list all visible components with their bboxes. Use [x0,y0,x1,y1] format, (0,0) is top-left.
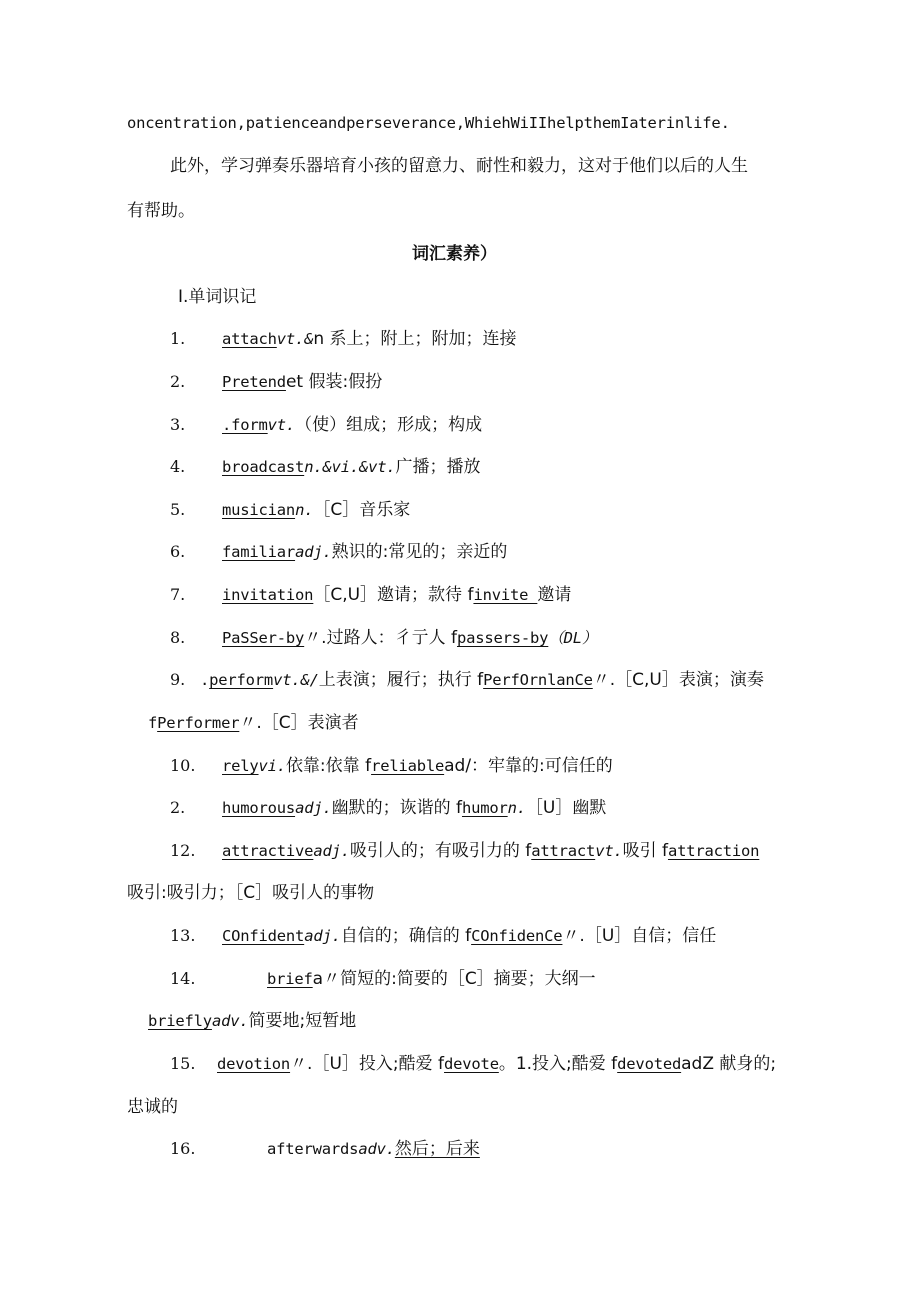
definition: et 假装:假扮 [285,372,383,392]
headword: musician [222,501,296,519]
definition: 广播；播放 [395,457,481,477]
prefix: f [148,714,158,732]
headword: attractive [222,842,314,860]
related-word: invite [473,586,538,604]
part-of-speech: vi. [258,757,286,775]
definition: 自信的；确信的 f [340,926,472,946]
headword: humorous [222,799,296,817]
list-item-continuation: 忠诚的 [127,1097,178,1117]
definition: 吸引人的；有吸引力的 f [349,841,532,861]
related-word: attract [531,842,596,860]
list-item [170,328,517,350]
headword: brief [267,970,313,988]
item-number: 3. [170,415,186,434]
item-number: 4. [170,457,186,476]
headword: briefly [148,1012,212,1030]
list-item [170,371,382,393]
part-of-speech: adj. [304,927,341,945]
related-definition: 〃.［C,U］表演；演奏 [592,670,764,690]
related-definition: ［U］幽默 [525,798,607,818]
item-number: 12. [170,841,196,860]
headword: rely [222,757,259,775]
part-of-speech: n. [295,501,314,519]
definition: 然后；后来 [394,1139,480,1159]
related-word-2: attraction [667,842,760,860]
headword: COnfident [222,927,305,945]
item-number: 10. [170,756,196,775]
item-number: 5. [170,500,186,519]
item-number: 7. [170,585,186,604]
related-word: devote [444,1055,499,1073]
intro-chinese-line-1: 此外，学习弹奏乐器培育小孩的留意力、耐性和毅力，这对于他们以后的人生 [170,156,748,176]
plural-note: （DL） [548,629,598,647]
related-word-2: devoted [617,1055,682,1073]
list-item [170,541,507,563]
item-number: 6. [170,542,186,561]
related-word: reliable [371,757,445,775]
list-item [170,584,571,606]
related-word: COnfidenCe [471,927,563,945]
definition: 依靠:依靠 f [285,756,372,776]
related-definition: 吸引 f [622,841,668,861]
headword: devotion [217,1055,291,1073]
headword: PaSSer-by [222,629,305,647]
part-of-speech: vt.&/ [273,671,319,689]
related-definition: 。1.投入;酷爱 f [498,1054,618,1074]
headword: familiar [222,543,296,561]
headword: .form [222,416,268,434]
list-item [170,1138,480,1160]
definition: ［C,U］邀请；款待 f [313,585,474,605]
related-part-of-speech: vt. [595,842,623,860]
related-definition-2: adZ 献身的; [681,1054,777,1074]
part-of-speech: adj. [313,842,350,860]
prefix: . [200,671,210,689]
item-number: 15. [170,1054,196,1073]
headword: perform [209,671,274,689]
list-item [170,797,606,819]
section-title: 词汇素养） [412,244,497,264]
related-word: PerfOrnlanCe [483,671,593,689]
part-of-speech: adv. [211,1012,249,1030]
definition: 简要地;短暂地 [248,1011,357,1031]
list-item [170,968,596,990]
definition: （使）组成；形成；构成 [295,415,483,435]
subsection-title: I.单词识记 [178,287,257,307]
list-item-continuation [148,1010,356,1032]
item-number: 9. [170,670,186,689]
item-number: 14. [170,969,196,988]
related-word: humor [461,799,508,817]
definition: ［C］音乐家 [313,500,411,520]
headword: broadcast [222,458,305,476]
part-of-speech: vt.& [276,330,314,348]
related-word: passers-by [456,629,549,647]
definition: 熟识的:常见的；亲近的 [331,542,508,562]
definition: 上表演；履行；执行 f [318,670,484,690]
intro-english-line: oncentration,patienceandperseverance,WhiehWiIIhelpthemIaterinlife. [127,114,730,132]
related-definition: ad/：牢靠的:可信任的 [444,756,613,776]
part-of-speech: vt. [267,416,296,434]
list-item [170,669,764,691]
list-item [170,414,482,436]
definition: n 系上；附上；附加；连接 [313,329,517,349]
definition: 〃.［U］投入;酷爱 f [290,1054,445,1074]
list-item [170,925,716,947]
list-item [170,627,597,649]
headword: invitation [222,586,314,604]
item-number: 13. [170,926,196,945]
related-definition: 邀请 [537,585,572,605]
item-number: 1. [170,329,186,348]
headword: Performer [157,714,240,732]
item-number: 2. [170,372,186,391]
definition: 〃.过路人：彳亍人 f [304,628,457,648]
list-item [170,499,410,521]
item-number: 16. [170,1139,196,1158]
related-definition: 〃.［U］自信；信任 [562,926,717,946]
headword: attach [222,330,277,348]
list-item-continuation [148,712,359,734]
definition: a〃简短的:简要的［C］摘要；大纲一 [312,969,596,989]
headword: Pretend [222,373,286,391]
definition: 幽默的；诙谐的 f [331,798,462,818]
list-item [170,840,759,862]
list-item [170,1053,776,1075]
part-of-speech: adj. [295,799,332,817]
part-of-speech: adv. [358,1140,395,1158]
related-part-of-speech: n. [507,799,526,817]
part-of-speech: n.&vi.&vt. [304,458,396,476]
list-item-continuation: 吸引:吸引力；［C］吸引人的事物 [127,883,375,903]
list-item [170,755,613,777]
part-of-speech: adj. [295,543,332,561]
item-number: 8. [170,628,186,647]
item-number: 2. [170,798,186,817]
list-item [170,456,481,478]
intro-chinese-line-2: 有帮助。 [127,201,195,221]
definition: 〃.［C］表演者 [239,713,359,733]
headword: afterwards [267,1140,359,1158]
